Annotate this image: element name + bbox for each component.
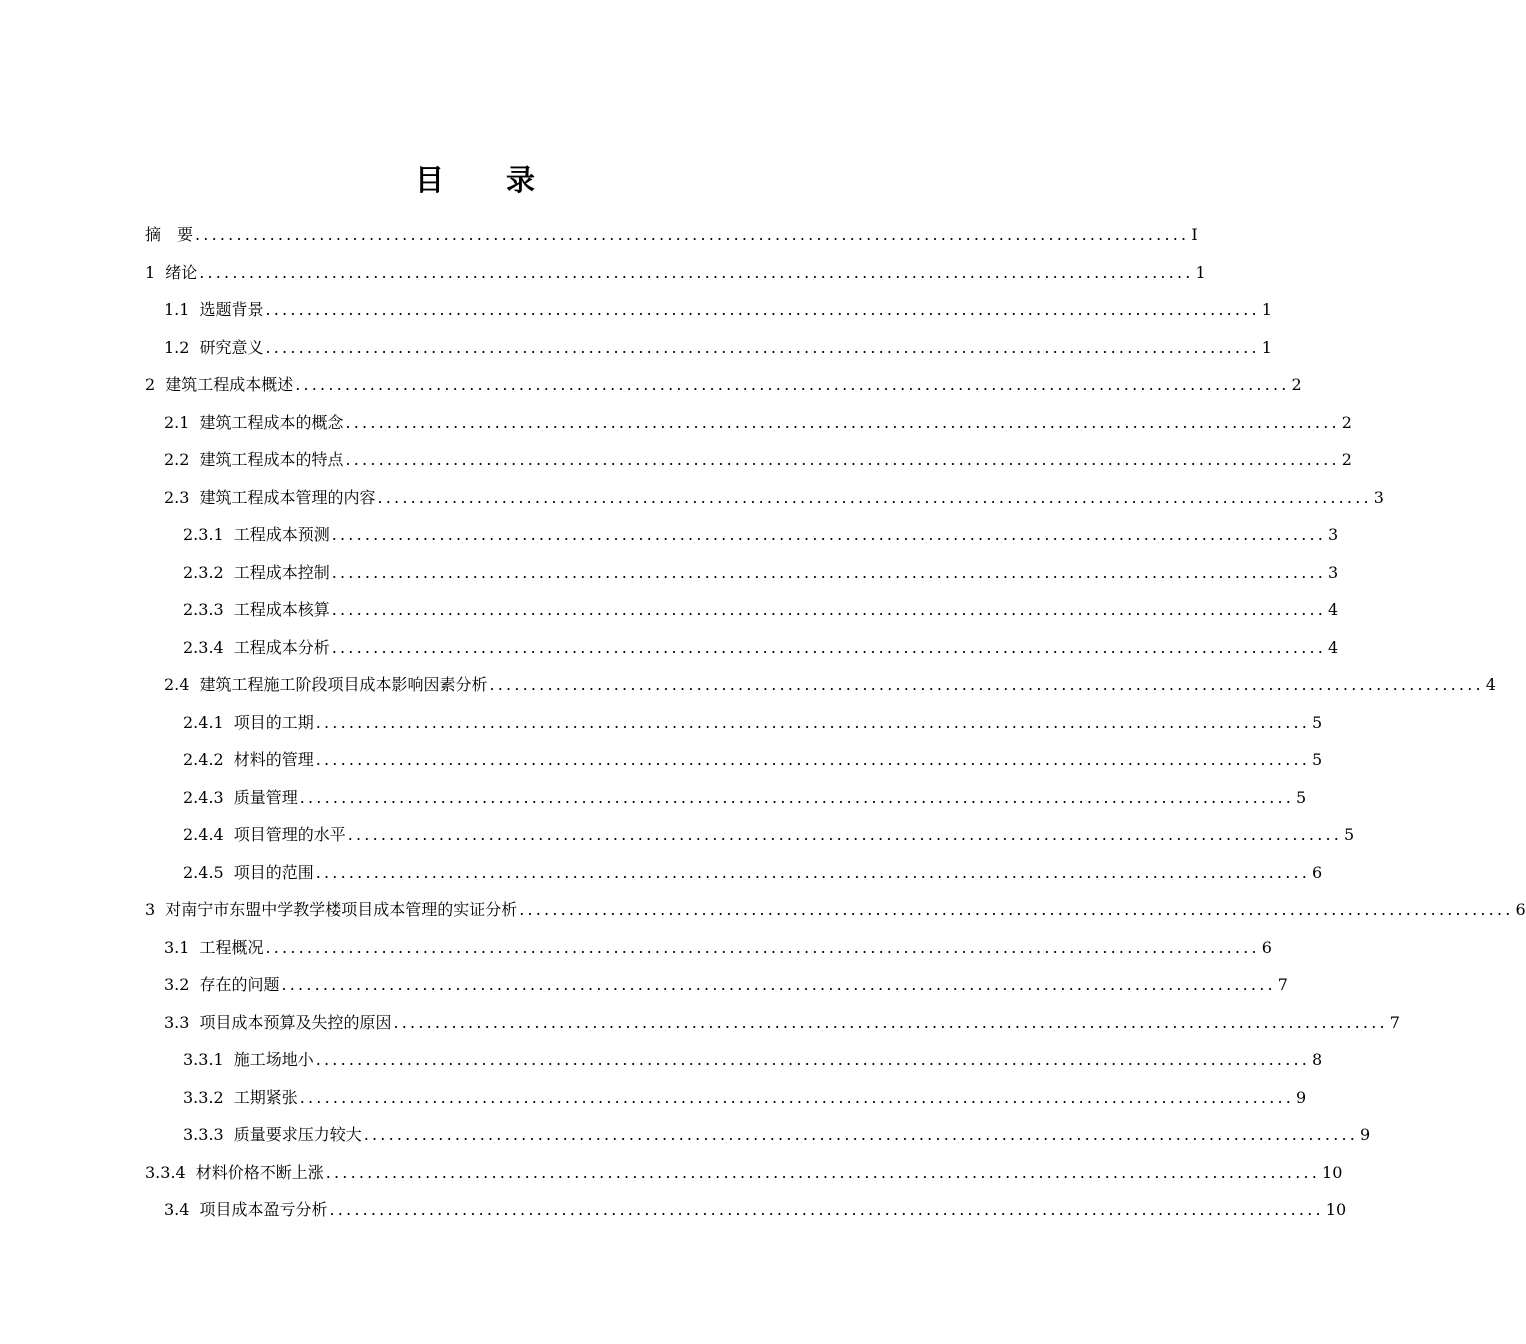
toc-entry[interactable]	[145, 1154, 1343, 1192]
toc-entry-number: 3.3.2	[183, 1087, 224, 1107]
toc-entry-label	[164, 1004, 391, 1042]
toc-entry-number: 2.3.2	[183, 562, 224, 582]
toc-dot-leader: ........................................................................................................................	[331, 525, 1327, 544]
toc-entry-label	[183, 1116, 362, 1154]
toc-entry-label	[183, 1041, 314, 1079]
toc-entry-number: 2.1	[164, 412, 190, 432]
toc-entry-page: 5	[1312, 750, 1323, 769]
toc-entry-label	[183, 629, 330, 667]
toc-entry-page: 1	[1195, 262, 1206, 282]
toc-entry[interactable]	[145, 516, 1339, 554]
toc-dot-leader: ........................................................................................................................	[329, 1200, 1324, 1219]
toc-entry-text: 工程成本核算	[233, 600, 330, 619]
toc-entry-text: 建筑工程成本管理的内容	[199, 487, 376, 507]
toc-entry[interactable]	[145, 1116, 1371, 1154]
toc-entry[interactable]	[145, 366, 1302, 404]
toc-entry-page: 7	[1389, 1012, 1400, 1032]
toc-entry-page: 2	[1341, 450, 1352, 469]
toc-dot-leader: ........................................................................................................................	[195, 225, 1190, 244]
toc-entry-page: 3	[1328, 562, 1339, 582]
toc-entry-label	[164, 291, 263, 329]
toc-entry-text: 工程成本预测	[233, 525, 330, 544]
toc-entry-page: 10	[1322, 1162, 1343, 1182]
toc-dot-leader: ........................................................................................................................	[265, 300, 1260, 319]
toc-entry-number: 3.3	[164, 1012, 190, 1032]
toc-entry-label	[164, 479, 375, 517]
toc-entry-number: 2.4.5	[183, 862, 224, 882]
toc-entry-number: 2.4.4	[183, 825, 224, 844]
toc-entry-text: 绪论	[165, 262, 198, 282]
toc-dot-leader: ........................................................................................................................	[315, 750, 1311, 769]
toc-entry[interactable]	[145, 291, 1272, 329]
toc-entry-number: 1	[145, 262, 156, 282]
toc-entry-label	[183, 779, 298, 817]
toc-entry-page: 9	[1360, 1125, 1371, 1144]
toc-entry-page: 3	[1373, 487, 1384, 507]
toc-entry-label	[164, 666, 487, 704]
toc-entry-label	[183, 741, 314, 779]
toc-entry-label	[183, 816, 346, 854]
toc-dot-leader: ........................................................................................................................	[347, 825, 1343, 844]
toc-entry-text: 存在的问题	[199, 975, 280, 994]
toc-dot-leader: ........................................................................................................................	[199, 262, 1194, 282]
toc-entry-page: 5	[1312, 712, 1323, 732]
toc-entry[interactable]	[145, 854, 1323, 892]
toc-entry-number: 2.4.1	[183, 712, 224, 732]
toc-entry-text: 施工场地小	[233, 1050, 314, 1069]
toc-entry[interactable]	[145, 1041, 1323, 1079]
toc-entry[interactable]	[145, 929, 1272, 967]
toc-entry[interactable]	[145, 591, 1339, 629]
toc-entry-page: 9	[1296, 1087, 1307, 1107]
toc-entry-text: 建筑工程施工阶段项目成本影响因素分析	[199, 675, 488, 694]
toc-entry-label	[145, 216, 193, 254]
toc-entry-number: 2.2	[164, 450, 190, 469]
toc-entry-number: 1.2	[164, 337, 190, 357]
toc-entry-page: 6	[1515, 900, 1526, 919]
toc-entry-text: 质量要求压力较大	[233, 1125, 362, 1144]
toc-entry-text: 工期紧张	[233, 1087, 298, 1107]
toc-entry-text: 工程成本分析	[233, 637, 330, 657]
toc-entry-label	[183, 704, 314, 742]
toc-entry-text: 项目的范围	[233, 862, 314, 882]
toc-entry[interactable]	[145, 779, 1307, 817]
toc-entry-number: 2.3.4	[183, 637, 224, 657]
toc-entry-label	[145, 366, 293, 404]
toc-entry-page: 5	[1296, 787, 1307, 807]
toc-dot-leader: ........................................................................................................................	[377, 487, 1372, 507]
toc-entry-label	[164, 441, 343, 479]
toc-entry-number: 2.3.1	[183, 525, 224, 544]
toc-dot-leader: ........................................................................................................................	[325, 1162, 1321, 1182]
toc-dot-leader: ........................................................................................................................	[265, 337, 1260, 357]
toc-entry[interactable]	[145, 1004, 1400, 1042]
toc-entry[interactable]	[145, 441, 1352, 479]
toc-dot-leader: ........................................................................................................................	[331, 637, 1327, 657]
toc-entry-text: 项目成本预算及失控的原因	[199, 1012, 392, 1032]
toc-entry-number: 3.3.3	[183, 1125, 224, 1144]
toc-dot-leader: ........................................................................................................................	[489, 675, 1484, 694]
toc-entry-label	[145, 1154, 324, 1192]
toc-entry-label	[145, 891, 517, 929]
toc-entry-number: 3.3.1	[183, 1050, 224, 1069]
toc-entry[interactable]	[145, 666, 1496, 704]
toc-entry-number: 2.3.3	[183, 600, 224, 619]
toc-dot-leader: ........................................................................................................................	[315, 712, 1311, 732]
toc-entry-page: 5	[1344, 825, 1355, 844]
toc-entry-text: 工程概况	[199, 937, 264, 957]
toc-entry-text: 项目管理的水平	[233, 825, 346, 844]
toc-entry-label	[183, 591, 330, 629]
toc-dot-leader: ........................................................................................................................	[299, 1087, 1295, 1107]
toc-entry-page: 7	[1277, 975, 1288, 994]
toc-entry-label	[183, 516, 330, 554]
toc-entry[interactable]	[145, 741, 1323, 779]
toc-dot-leader: ........................................................................................................................	[265, 937, 1260, 957]
toc-entry-number: 3.2	[164, 975, 190, 994]
toc-entry-label	[164, 929, 263, 967]
toc-entry-text: 项目的工期	[233, 712, 314, 732]
toc-dot-leader: ........................................................................................................................	[519, 900, 1514, 919]
toc-dot-leader: ........................................................................................................................	[281, 975, 1276, 994]
toc-entry-number: 2.4.3	[183, 787, 224, 807]
toc-entry-label	[183, 554, 330, 592]
toc-entry[interactable]	[145, 629, 1339, 667]
toc-entry[interactable]	[145, 1191, 1347, 1229]
toc-list	[145, 216, 1526, 1229]
toc-entry[interactable]	[145, 554, 1339, 592]
toc-entry-number: 2.4.2	[183, 750, 224, 769]
toc-entry-page: 2	[1341, 412, 1352, 432]
toc-entry-text: 建筑工程成本的概念	[199, 412, 344, 432]
toc-entry[interactable]	[145, 966, 1288, 1004]
toc-dot-leader: ........................................................................................................................	[331, 562, 1327, 582]
toc-entry-page: 4	[1328, 600, 1339, 619]
toc-entry-number: 3.1	[164, 937, 190, 957]
toc-entry-text: 建筑工程成本的特点	[199, 450, 344, 469]
toc-entry-label	[164, 329, 263, 367]
toc-entry-text: 研究意义	[199, 337, 264, 357]
toc-entry-number: 2.4	[164, 675, 190, 694]
toc-entry-text: 对南宁市东盟中学教学楼项目成本管理的实证分析	[165, 900, 518, 919]
toc-dot-leader: ........................................................................................................................	[299, 787, 1295, 807]
toc-entry-number: 2	[145, 375, 156, 394]
toc-entry-number: 3	[145, 900, 156, 919]
toc-entry-page: 6	[1312, 862, 1323, 882]
toc-dot-leader: ........................................................................................................................	[315, 862, 1311, 882]
toc-entry-number: 1.1	[164, 300, 190, 319]
toc-dot-leader: ........................................................................................................................	[331, 600, 1327, 619]
toc-entry-text: 质量管理	[233, 787, 298, 807]
toc-title: 目 录	[414, 163, 562, 197]
toc-entry-page: 8	[1312, 1050, 1323, 1069]
toc-entry-page: 3	[1328, 525, 1339, 544]
toc-entry-text: 建筑工程成本概述	[165, 375, 294, 394]
toc-entry[interactable]	[145, 891, 1526, 929]
toc-dot-leader: ........................................................................................................................	[393, 1012, 1388, 1032]
toc-entry-page: I	[1191, 225, 1198, 244]
toc-entry[interactable]	[145, 816, 1355, 854]
toc-entry-text: 选题背景	[199, 300, 264, 319]
toc-entry-text: 摘 要	[145, 225, 194, 244]
toc-dot-leader: ........................................................................................................................	[345, 450, 1340, 469]
toc-entry[interactable]	[145, 404, 1352, 442]
toc-entry-text: 工程成本控制	[233, 562, 330, 582]
toc-entry-number: 3.4	[164, 1200, 190, 1219]
toc-entry-page: 10	[1325, 1200, 1347, 1219]
toc-entry-label	[145, 254, 197, 292]
toc-entry[interactable]	[145, 216, 1198, 254]
toc-entry-number: 3.3.4	[145, 1162, 186, 1182]
toc-entry[interactable]	[145, 704, 1323, 742]
toc-entry-label	[183, 854, 314, 892]
toc-entry-label	[164, 966, 279, 1004]
toc-dot-leader: ........................................................................................................................	[315, 1050, 1311, 1069]
toc-entry-text: 材料的管理	[233, 750, 314, 769]
toc-entry[interactable]	[145, 479, 1384, 517]
toc-entry-page: 6	[1261, 937, 1272, 957]
toc-entry-label	[164, 1191, 327, 1229]
toc-dot-leader: ........................................................................................................................	[345, 412, 1340, 432]
toc-entry[interactable]	[145, 254, 1206, 292]
toc-entry-page: 4	[1485, 675, 1496, 694]
toc-entry[interactable]	[145, 329, 1272, 367]
toc-entry-page: 1	[1261, 300, 1272, 319]
toc-dot-leader: ........................................................................................................................	[295, 375, 1290, 394]
toc-entry-text: 材料价格不断上涨	[195, 1162, 324, 1182]
toc-entry-page: 2	[1291, 375, 1302, 394]
toc-dot-leader: ........................................................................................................................	[363, 1125, 1359, 1144]
toc-entry-page: 4	[1328, 637, 1339, 657]
toc-entry[interactable]	[145, 1079, 1307, 1117]
toc-entry-page: 1	[1261, 337, 1272, 357]
toc-entry-number: 2.3	[164, 487, 190, 507]
toc-entry-label	[164, 404, 343, 442]
toc-entry-label	[183, 1079, 298, 1117]
toc-entry-text: 项目成本盈亏分析	[199, 1200, 328, 1219]
